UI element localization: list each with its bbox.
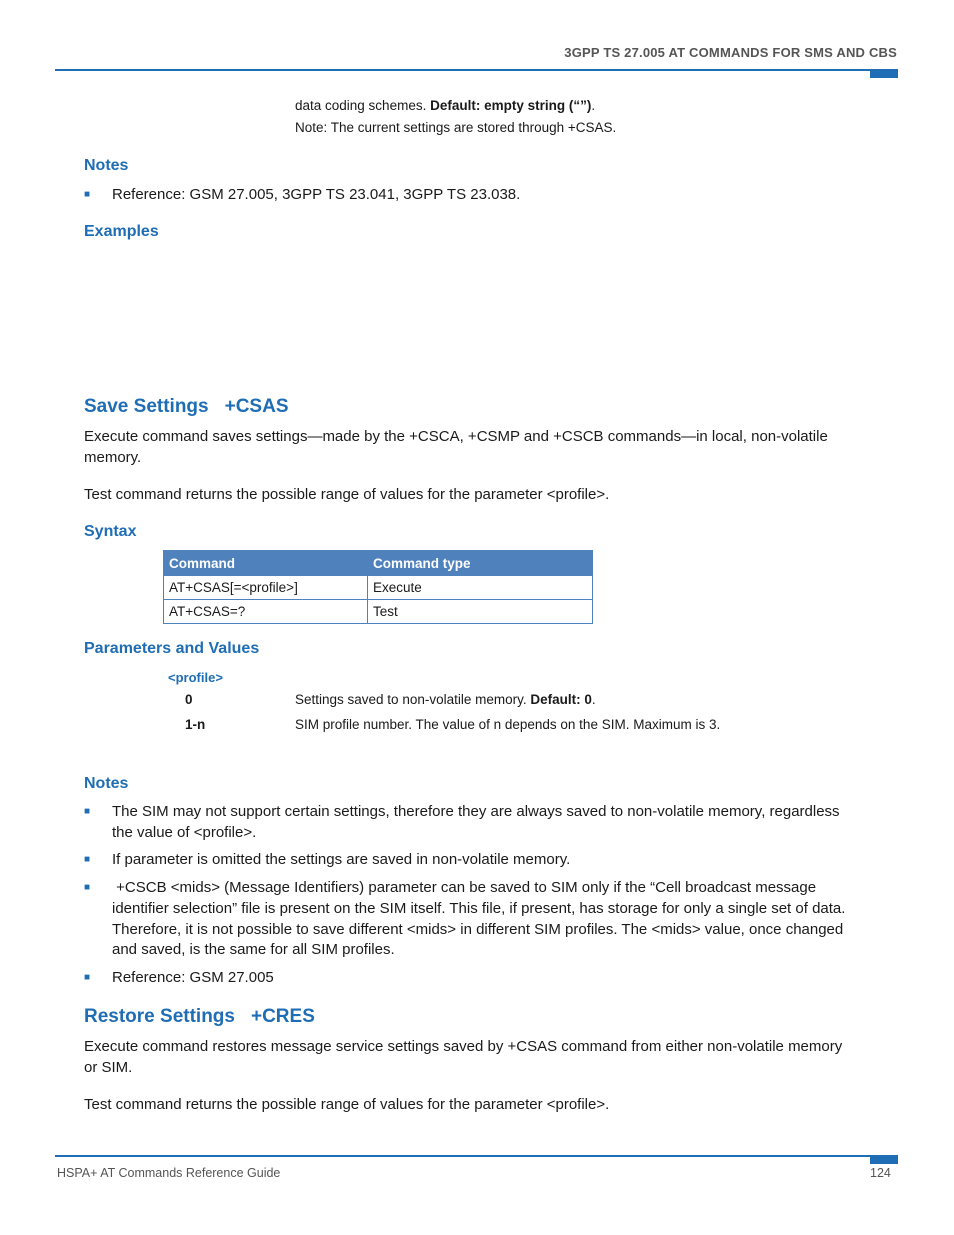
section-title-cres: Restore Settings +CRES <box>84 1006 315 1027</box>
bullet-icon: ■ <box>84 806 91 817</box>
note-item-line: the value of <profile>. <box>112 824 257 841</box>
header-rule <box>55 69 870 71</box>
syntax-table <box>163 550 593 624</box>
table-header-row <box>164 551 593 576</box>
notes-heading: Notes <box>84 157 129 174</box>
note-item-line: If parameter is omitted the settings are saved in non-volatile memory. <box>112 851 571 868</box>
table-header-command: Command <box>164 551 368 576</box>
cres-desc-line2: or SIM. <box>84 1059 133 1076</box>
bullet-icon: ■ <box>84 189 91 200</box>
value-key: 0 <box>185 692 193 707</box>
running-header: 3GPP TS 27.005 AT COMMANDS FOR SMS AND CBS <box>564 45 897 60</box>
note-item-line: The SIM may not support certain settings, therefore they are always saved to non-volatile memory, regardless <box>112 803 840 820</box>
continued-text-line1: data coding schemes. Default: empty string (“”). <box>295 98 596 113</box>
cres-test-desc: Test command returns the possible range of values for the parameter <profile>. <box>84 1096 610 1113</box>
syntax-heading: Syntax <box>84 523 137 540</box>
value-key: 1-n <box>185 717 206 732</box>
notes-heading: Notes <box>84 775 129 792</box>
value-description: Settings saved to non-volatile memory. Default: 0. <box>295 692 596 707</box>
footer-doc-title: HSPA+ AT Commands Reference Guide <box>57 1166 281 1180</box>
note-item-line: Reference: GSM 27.005 <box>112 969 274 986</box>
table-header-command-type: Command type <box>368 551 593 576</box>
examples-heading: Examples <box>84 223 159 240</box>
footer-rule <box>55 1155 870 1157</box>
table-cell: Test <box>368 600 593 624</box>
bullet-icon: ■ <box>84 854 91 865</box>
note-item-line: identifier selection” file is present on the SIM itself. This file, if present, has storage for only a single set of data. <box>112 900 846 917</box>
table-row <box>164 576 593 600</box>
note-item-line: Therefore, it is not possible to save different <mids> in different SIM profiles. The <mids> value, once changed <box>112 921 844 938</box>
csas-test-desc: Test command returns the possible range of values for the parameter <profile>. <box>84 486 610 503</box>
table-cell: Execute <box>368 576 593 600</box>
cres-desc-line1: Execute command restores message service settings saved by +CSAS command from either non-volatile memory <box>84 1038 843 1055</box>
section-title-csas: Save Settings +CSAS <box>84 396 289 417</box>
page-number: 124 <box>870 1166 891 1180</box>
parameter-name: <profile> <box>168 670 223 685</box>
bullet-icon: ■ <box>84 972 91 983</box>
bullet-icon: ■ <box>84 882 91 893</box>
header-accent-block <box>870 69 898 78</box>
csas-desc-line1: Execute command saves settings—made by the +CSCA, +CSMP and +CSCB commands—in local, non-volatile <box>84 428 828 445</box>
note-item-line: and saved, is the same for all SIM profiles. <box>112 941 395 958</box>
table-row <box>164 600 593 624</box>
table-cell: AT+CSAS=? <box>164 600 368 624</box>
value-description: SIM profile number. The value of n depends on the SIM. Maximum is 3. <box>295 717 721 732</box>
note-item-line: +CSCB <mids> (Message Identifiers) parameter can be saved to SIM only if the “Cell broadcast message <box>112 879 817 896</box>
footer-accent-block <box>870 1155 898 1164</box>
table-cell: AT+CSAS[=<profile>] <box>164 576 368 600</box>
continued-text-line2: Note: The current settings are stored through +CSAS. <box>295 120 617 135</box>
csas-desc-line2: memory. <box>84 449 142 466</box>
parameters-heading: Parameters and Values <box>84 640 260 657</box>
note-item: Reference: GSM 27.005, 3GPP TS 23.041, 3GPP TS 23.038. <box>112 186 521 203</box>
